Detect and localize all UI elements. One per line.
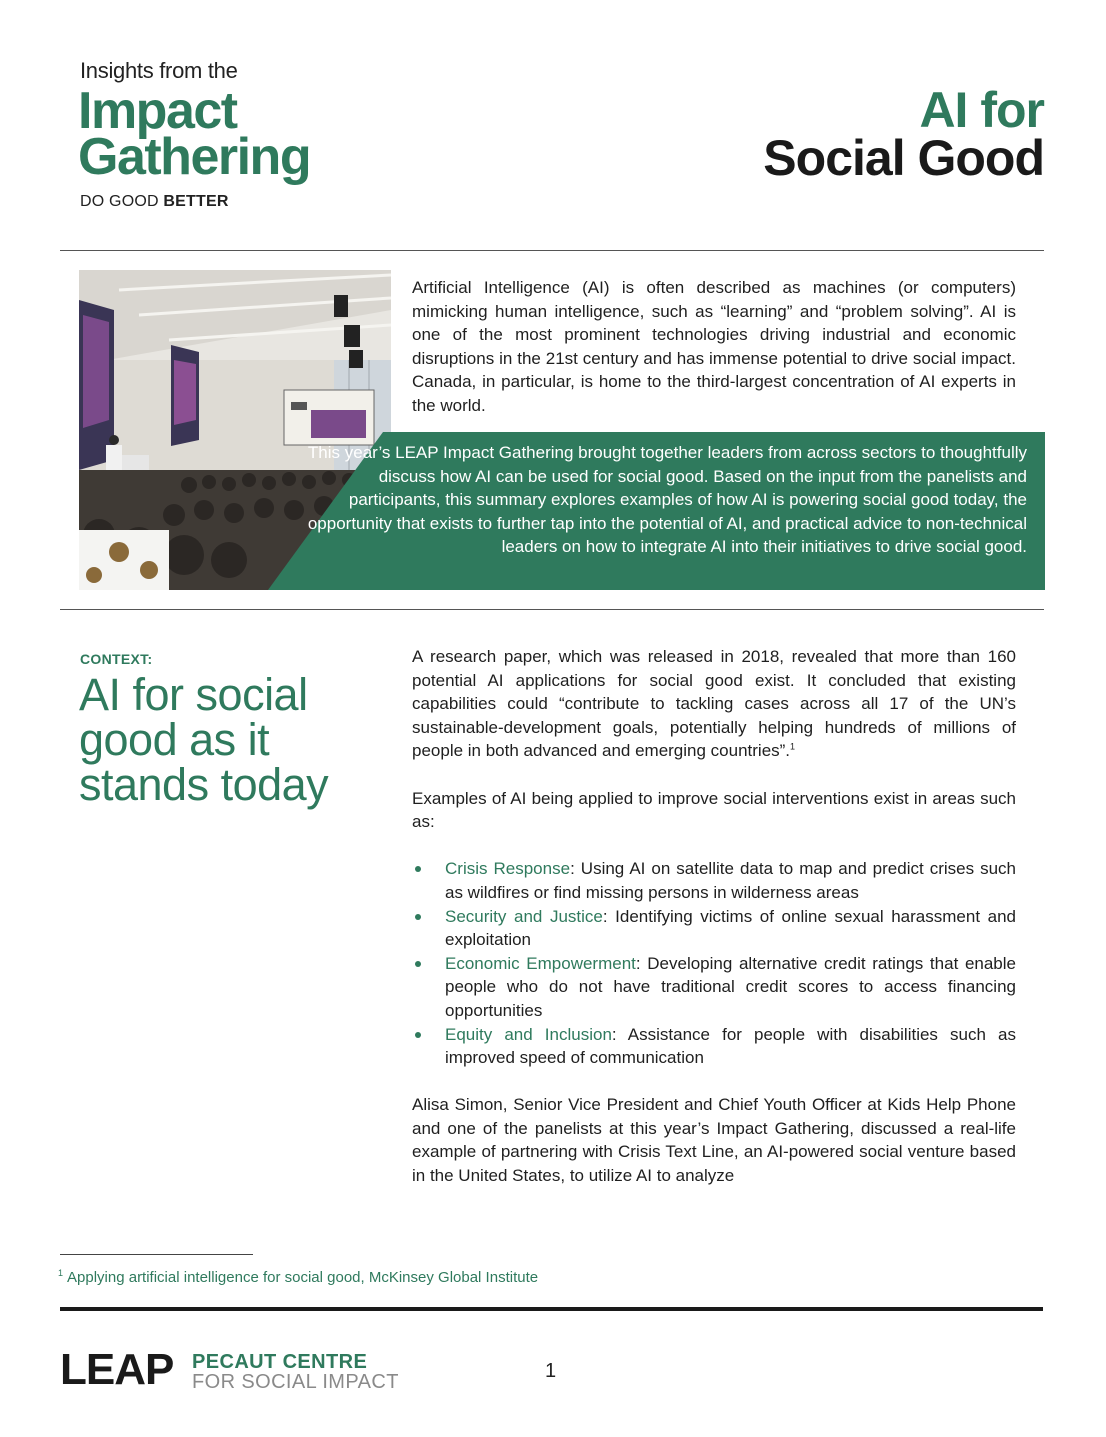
list-item-term: Crisis Response bbox=[445, 859, 571, 879]
footnote-text: Applying artificial intelligence for social good, McKinsey Global Institute bbox=[67, 1269, 539, 1286]
insights-label: Insights from the bbox=[80, 58, 238, 83]
list-item bbox=[412, 1023, 1016, 1070]
brand-line-1: Impact bbox=[78, 82, 237, 140]
header-divider bbox=[60, 250, 1044, 251]
callout-box bbox=[268, 432, 1045, 590]
tagline-regular: DO GOOD bbox=[80, 193, 164, 210]
footnote bbox=[58, 1269, 538, 1286]
list-item-text: : Developing alternative credit ratings that enable people who do not have traditional credit scores to access financing opportunities bbox=[445, 953, 1016, 1020]
footnote-divider bbox=[60, 1254, 253, 1255]
body-paragraph-1-text: A research paper, which was released in 2018, revealed that more than 160 potential AI applications for social good exist. It concluded that existing capabilities could “contribute to tackling cases across all 17 of the UN’s sustainable-development goals, potentially helping hundreds of millions of people in both advanced and emerging countries”. bbox=[412, 647, 1016, 761]
callout-text: This year’s LEAP Impact Gathering brought together leaders from across sectors to thoughtfully discuss how AI can be used for social good. Based on the input from the panelists and participants, this summary explores examples of how AI is powering social good today, the opportunity that exists to further tap into the potential of AI, and practical advice to non-technical leaders on how to integrate AI into their initiatives to drive social good. bbox=[307, 443, 1027, 557]
impact-gathering-logo bbox=[78, 82, 311, 186]
footnote-ref: 1 bbox=[790, 741, 796, 752]
bullet-icon bbox=[415, 1032, 421, 1038]
title-line-2: Social Good bbox=[763, 130, 1044, 186]
footnote-number: 1 bbox=[58, 1268, 64, 1278]
list-item bbox=[412, 857, 1016, 904]
bullet-icon bbox=[415, 961, 421, 967]
list-item-text: : Identifying victims of online sexual harassment and exploitation bbox=[445, 906, 1016, 950]
body-paragraph-2: Examples of AI being applied to improve social interventions exist in areas such as: bbox=[412, 788, 1016, 832]
bullet-icon bbox=[415, 866, 421, 872]
title-line-1: AI for bbox=[919, 82, 1044, 138]
footer-divider bbox=[60, 1307, 1043, 1311]
list-item-term: Economic Empowerment bbox=[445, 953, 636, 973]
tagline-bold: BETTER bbox=[163, 193, 229, 210]
context-heading: AI for social good as it stands today bbox=[79, 669, 329, 810]
brand-line-2: Gathering bbox=[78, 128, 311, 186]
list-item-text: : Using AI on satellite data to map and predict crises such as wildfires or find missing persons in wilderness areas bbox=[445, 859, 1017, 902]
list-item bbox=[412, 905, 1016, 952]
bullet-icon bbox=[415, 914, 421, 920]
list-item-term: Security and Justice bbox=[445, 906, 603, 926]
list-item-term: Equity and Inclusion bbox=[445, 1024, 612, 1044]
page-number: 1 bbox=[545, 1360, 557, 1382]
body-paragraph-1 bbox=[412, 645, 1016, 763]
body-column bbox=[412, 645, 1016, 1211]
pecaut-centre-line-1: PECAUT CENTRE bbox=[192, 1351, 368, 1373]
section-divider bbox=[60, 609, 1044, 610]
body-paragraph-3: Alisa Simon, Senior Vice President and Chief Youth Officer at Kids Help Phone and one of the panelists at this year’s Impact Gathering, discussed a real-life example of partnering with Crisis Text Line, an AI-powered social venture based in the United States, to utilize AI to analyze bbox=[412, 1095, 1016, 1186]
list-item bbox=[412, 952, 1016, 1023]
intro-paragraph: Artificial Intelligence (AI) is often described as machines (or computers) mimicking human intelligence, such as “learning” and “problem solving”. AI is one of the most prominent technologies driving industrial and economic disruptions in the 21st century and has immense potential to drive social impact. Canada, in particular, is home to the third-largest concentration of AI experts in the world. bbox=[412, 278, 1016, 415]
tagline bbox=[80, 193, 229, 211]
examples-list bbox=[412, 857, 1016, 1069]
page-title bbox=[763, 82, 1044, 186]
pecaut-centre-line-2: FOR SOCIAL IMPACT bbox=[192, 1371, 399, 1393]
leap-logo: LEAP bbox=[60, 1345, 174, 1394]
list-item-text: : Assistance for people with disabilities such as improved speed of communication bbox=[445, 1024, 1016, 1068]
context-label: CONTEXT: bbox=[80, 651, 153, 667]
